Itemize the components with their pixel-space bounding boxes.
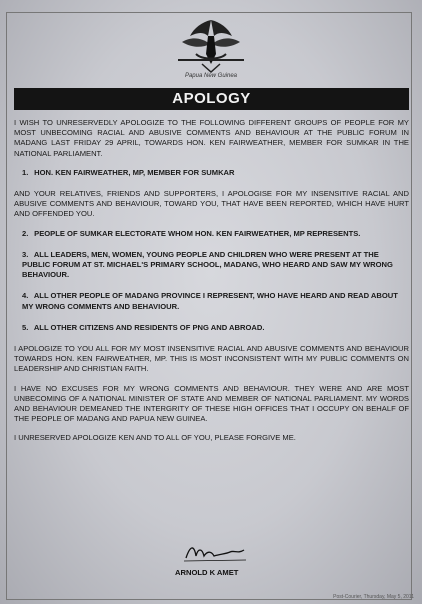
list-item-number: 4. [22,291,29,301]
list-item-number: 3. [22,249,29,259]
apology-body [14,118,409,453]
list-item-text: PEOPLE OF SUMKAR ELECTORATE WHOM HON. KEN FAIRWEATHER, MP REPRESENTS. [34,228,361,238]
list-item-number: 1. [22,167,29,177]
relatives-paragraph: AND YOUR RELATIVES, FRIENDS AND SUPPORTERS, I APOLOGISE FOR MY INSENSITIVE RACIAL AND ABUSIVE COMMENTS AND BEHAVIOUR, TOWARD YOU, THAT HAVE BEEN REPORTED, WHICH HAVE HURT AND OFFENDED YOU. [14,189,409,219]
list-item [22,291,409,311]
list-item-text: ALL OTHER PEOPLE OF MADANG PROVINCE I REPRESENT, WHO HAVE HEARD AND READ ABOUT MY WRONG COMMENTS AND BEHAVIOUR. [22,291,398,311]
signature-icon [180,540,250,564]
png-emblem-icon [172,14,250,76]
list-item-number: 2. [22,228,29,238]
list-item-text: HON. KEN FAIRWEATHER, MP, MEMBER FOR SUMKAR [34,167,235,177]
excuses-paragraph: I HAVE NO EXCUSES FOR MY WRONG COMMENTS AND BEHAVIOUR. THEY WERE AND ARE MOST UNBECOMING OF A NATIONAL MINISTER OF STATE AND MEMBER OF NATIONAL PARLIAMENT. MY WORDS AND BEHAVIOUR DEMEANED THE INTERGRITY OF THESE HIGH OFFICES THAT I OCCUPY ON BEHALF OF THE PEOPLE OF MADANG AND PAPUA NEW GUINEA. [14,383,409,424]
list-item [22,250,409,281]
newspaper-footer: Post-Courier, Thursday, May 5, 2011 [333,594,414,600]
intro-paragraph: I WISH TO UNRESERVEDLY APOLOGIZE TO THE FOLLOWING DIFFERENT GROUPS OF PEOPLE FOR MY MOST UNBECOMING RACIAL AND ABUSIVE COMMENTS AND BEHAVIOUR AT THE PUBLIC FORUM IN MADANG LAST FRIDAY 29 APRIL, TOWARDS HON. KEN FAIRWEATHER, MEMBER FOR SUMKAR IN THE NATIONAL PARLIAMENT. [14,118,409,158]
apologize-paragraph: I APOLOGIZE TO YOU ALL FOR MY MOST INSENSITIVE RACIAL AND ABUSIVE COMMENTS AND BEHAVIOUR TOWARDS HON. KEN FAIRWEATHER, MP. THIS IS MOST INCONSISTENT WITH MY PUBLIC COMMENTS ON LEADERSHIP AND CHRISTIAN FAITH. [14,344,409,374]
list-item [22,168,409,178]
list-item-number: 5. [22,322,29,332]
signature-name: ARNOLD K AMET [175,568,239,577]
closing-paragraph: I UNRESERVED APOLOGIZE KEN AND TO ALL OF YOU, PLEASE FORGIVE ME. [14,433,296,443]
list-item-text: ALL OTHER CITIZENS AND RESIDENTS OF PNG AND ABROAD. [33,322,265,332]
list-item-text: ALL LEADERS, MEN, WOMEN, YOUNG PEOPLE AND CHILDREN WHO WERE PRESENT AT THE PUBLIC FORUM AT ST. MICHAEL'S PRIMARY SCHOOL, MADANG, WHO HEARD AND SAW MY WRONG BEHAVIOUR. [22,249,393,280]
emblem-caption: Papua New Guinea [184,73,238,79]
page-title: APOLOGY [14,88,409,110]
list-item [22,323,409,333]
list-item [22,229,409,239]
